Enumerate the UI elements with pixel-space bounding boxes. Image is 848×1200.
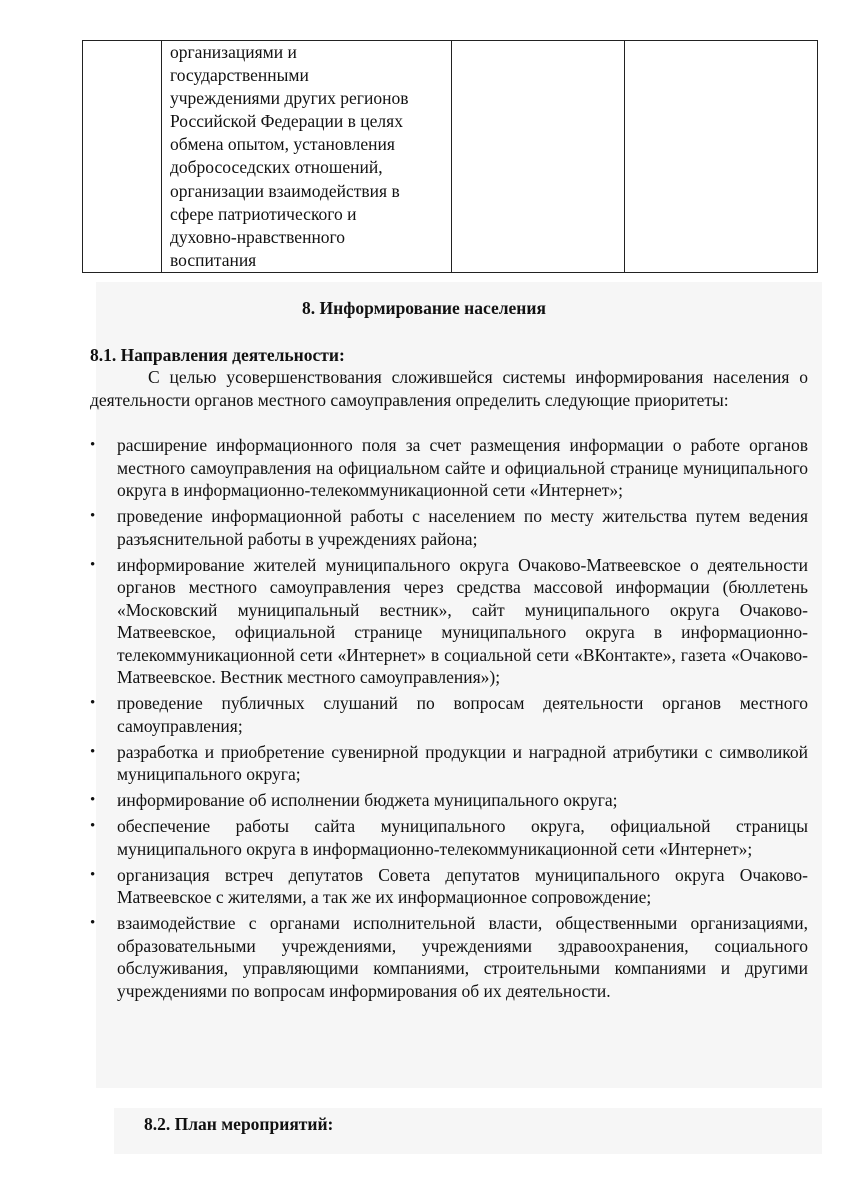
list-item bbox=[90, 692, 808, 737]
list-item bbox=[90, 864, 808, 909]
cell-line: сфере патриотического и bbox=[170, 203, 357, 224]
table-cell-term bbox=[452, 41, 625, 273]
bullet-icon: • bbox=[90, 792, 96, 808]
bullet-icon: • bbox=[90, 915, 96, 931]
bullet-icon: • bbox=[90, 556, 96, 573]
list-item-text: информирование об исполнении бюджета муниципального округа; bbox=[117, 790, 618, 810]
bullet-icon: • bbox=[90, 508, 96, 524]
cell-line: государственными bbox=[170, 65, 309, 86]
section-title: 8. Информирование населения bbox=[302, 298, 546, 318]
list-item-text: проведение публичных слушаний по вопросам деятельности органов местного самоуправления; bbox=[117, 693, 808, 736]
list-item bbox=[90, 434, 808, 502]
table-cell-description bbox=[162, 41, 452, 273]
list-item-text: проведение информационной работы с населением по месту жительства путем ведения разъяснительной работы в учреждениях района; bbox=[117, 506, 808, 549]
bullet-icon: • bbox=[90, 866, 96, 883]
list-item bbox=[90, 505, 808, 550]
table-cell-responsible bbox=[625, 41, 818, 273]
list-item bbox=[90, 912, 808, 1002]
bullet-icon: • bbox=[90, 743, 96, 760]
priorities-list bbox=[90, 434, 808, 1006]
list-item-text: обеспечение работы сайта муниципального округа, официальной страницы муниципального округа в информационно-телекоммуникационной сети «Интернет»; bbox=[117, 816, 808, 859]
list-item-text: взаимодействие с органами исполнительной власти, общественными организациями, образовательными учреждениями, учреждениями здравоохранения, социального обслуживания, управляющими компаниями, строительными компаниями и другими учреждениями по вопросам информирования об их деятельности. bbox=[117, 913, 808, 1001]
list-item-text: расширение информационного поля за счет размещения информации о работе органов местного самоуправления на официальном сайте и официальной странице муниципального округа в информационно-телекоммуникационной сети «Интернет»; bbox=[117, 435, 808, 500]
continuation-table bbox=[82, 40, 818, 273]
list-item bbox=[90, 741, 808, 786]
list-item bbox=[90, 815, 808, 860]
cell-line: учреждениями других регионов bbox=[170, 88, 409, 109]
table-row bbox=[83, 41, 818, 273]
intro-paragraph: С целью усовершенствования сложившейся системы информирования населения о деятельности органов местного самоуправления определить следующие приоритеты: bbox=[90, 367, 808, 410]
subsection-title: 8.1. Направления деятельности: bbox=[90, 345, 345, 365]
list-item-text: информирование жителей муниципального округа Очаково-Матвеевское о деятельности органов местного самоуправления через средства массовой информации (бюллетень «Московский муниципальный вестник», сайт муниципального округа Очаково-Матвеевское, официальной странице муниципального округа в информационно-телекоммуникационной сети «Интернет» в социальной сети «ВКонтакте», газета «Очаково-Матвеевское. Вестник местного самоуправления»); bbox=[117, 554, 808, 687]
cell-line: организации взаимодействия в bbox=[170, 180, 400, 201]
table-cell-number bbox=[83, 41, 162, 273]
cell-line: Российской Федерации в целях bbox=[170, 111, 403, 132]
list-item-text: организация встреч депутатов Совета депутатов муниципального округа Очаково-Матвеевское с жителями, а так же их информационное сопровождение; bbox=[117, 864, 808, 907]
cell-line: обмена опытом, установления bbox=[170, 134, 395, 155]
cell-line: добрососедских отношений, bbox=[170, 157, 383, 178]
list-item bbox=[90, 789, 808, 812]
bullet-icon: • bbox=[90, 818, 96, 834]
cell-line: воспитания bbox=[170, 249, 257, 270]
cell-line: духовно-нравственного bbox=[170, 226, 346, 247]
list-item-text: разработка и приобретение сувенирной продукции и наградной атрибутики с символикой муниципального округа; bbox=[117, 741, 808, 784]
bullet-icon: • bbox=[90, 437, 96, 453]
cell-line: организациями и bbox=[170, 42, 297, 62]
bullet-icon: • bbox=[90, 695, 96, 711]
plan-title: 8.2. План мероприятий: bbox=[144, 1114, 334, 1134]
list-item bbox=[90, 554, 808, 689]
